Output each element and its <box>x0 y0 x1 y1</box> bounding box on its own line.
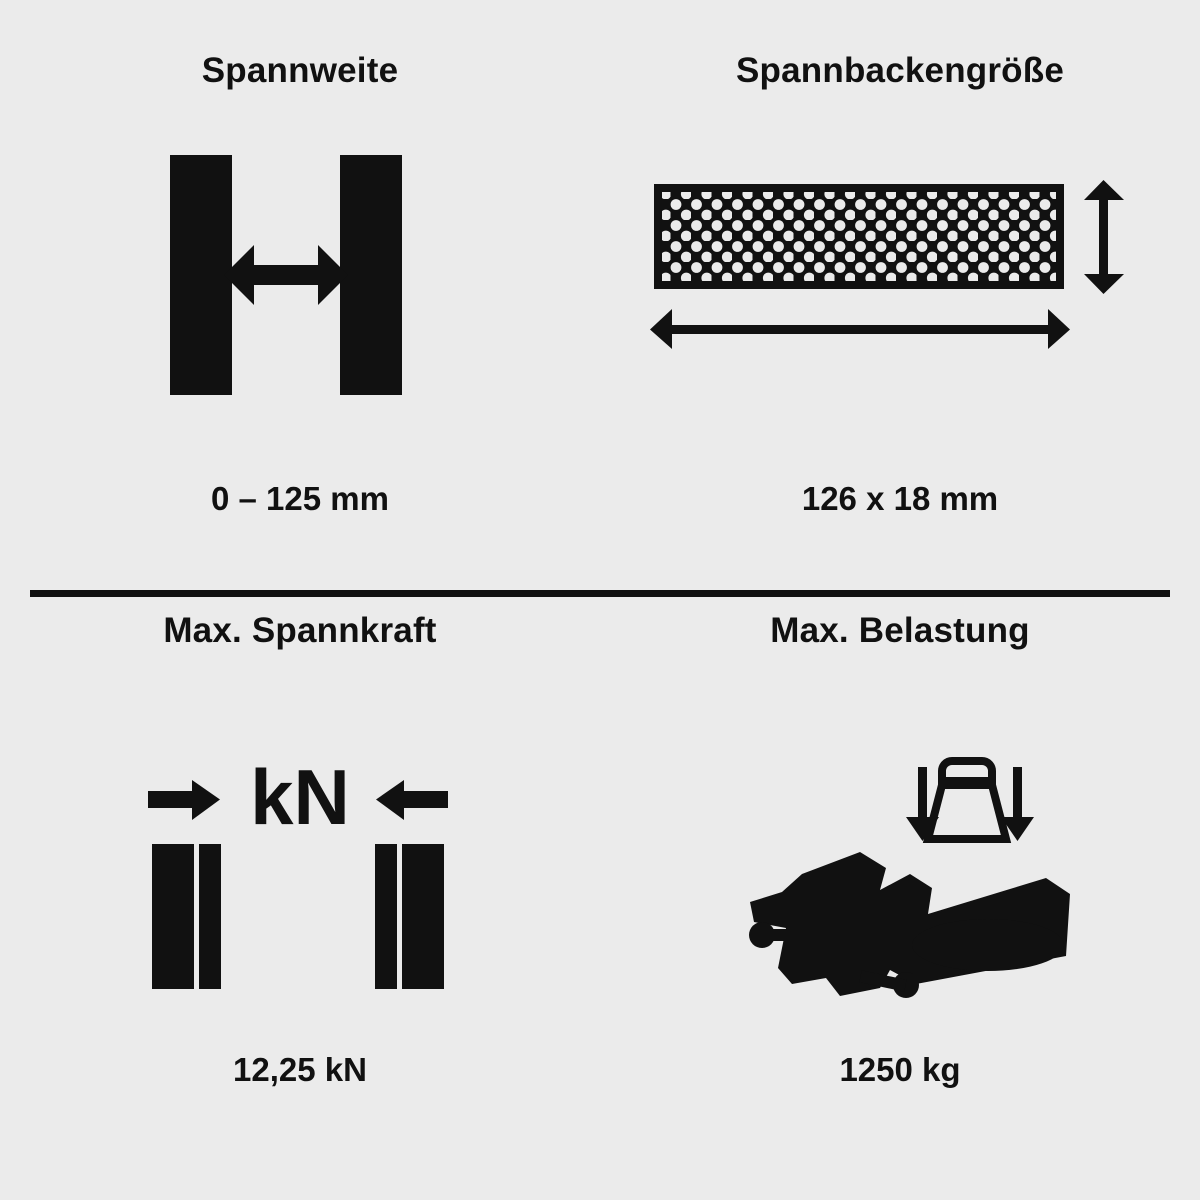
spec-title: Spannbackengröße <box>736 51 1064 90</box>
spec-value: 126 x 18 mm <box>801 479 999 517</box>
spec-cell-spannbackengroesse <box>600 0 1200 590</box>
vise-load-weight-icon <box>720 739 1080 999</box>
spec-title: Max. Belastung <box>770 611 1030 650</box>
spec-icon-area <box>0 91 600 461</box>
serrated-jaw-plate-icon <box>650 178 1150 378</box>
kn-label: kN <box>250 753 350 842</box>
spec-cell-spannweite <box>0 0 600 590</box>
spec-title: Spannweite <box>201 51 399 90</box>
spec-cell-max-spannkraft <box>0 590 600 1200</box>
spec-icon-area <box>0 651 600 1089</box>
clamping-force-kn-icon <box>140 744 460 994</box>
section-divider <box>30 590 1170 597</box>
spec-cell-max-belastung <box>600 590 1200 1200</box>
jaw-opening-width-icon <box>150 145 450 405</box>
spec-value: 12,25 kN <box>233 1050 367 1088</box>
spec-value: 0 – 125 mm <box>211 479 389 517</box>
spec-value: 1250 kg <box>839 1050 961 1088</box>
spec-icon-area <box>600 651 1200 1089</box>
spec-icon-area <box>600 91 1200 467</box>
spec-title: Max. Spannkraft <box>163 611 437 650</box>
